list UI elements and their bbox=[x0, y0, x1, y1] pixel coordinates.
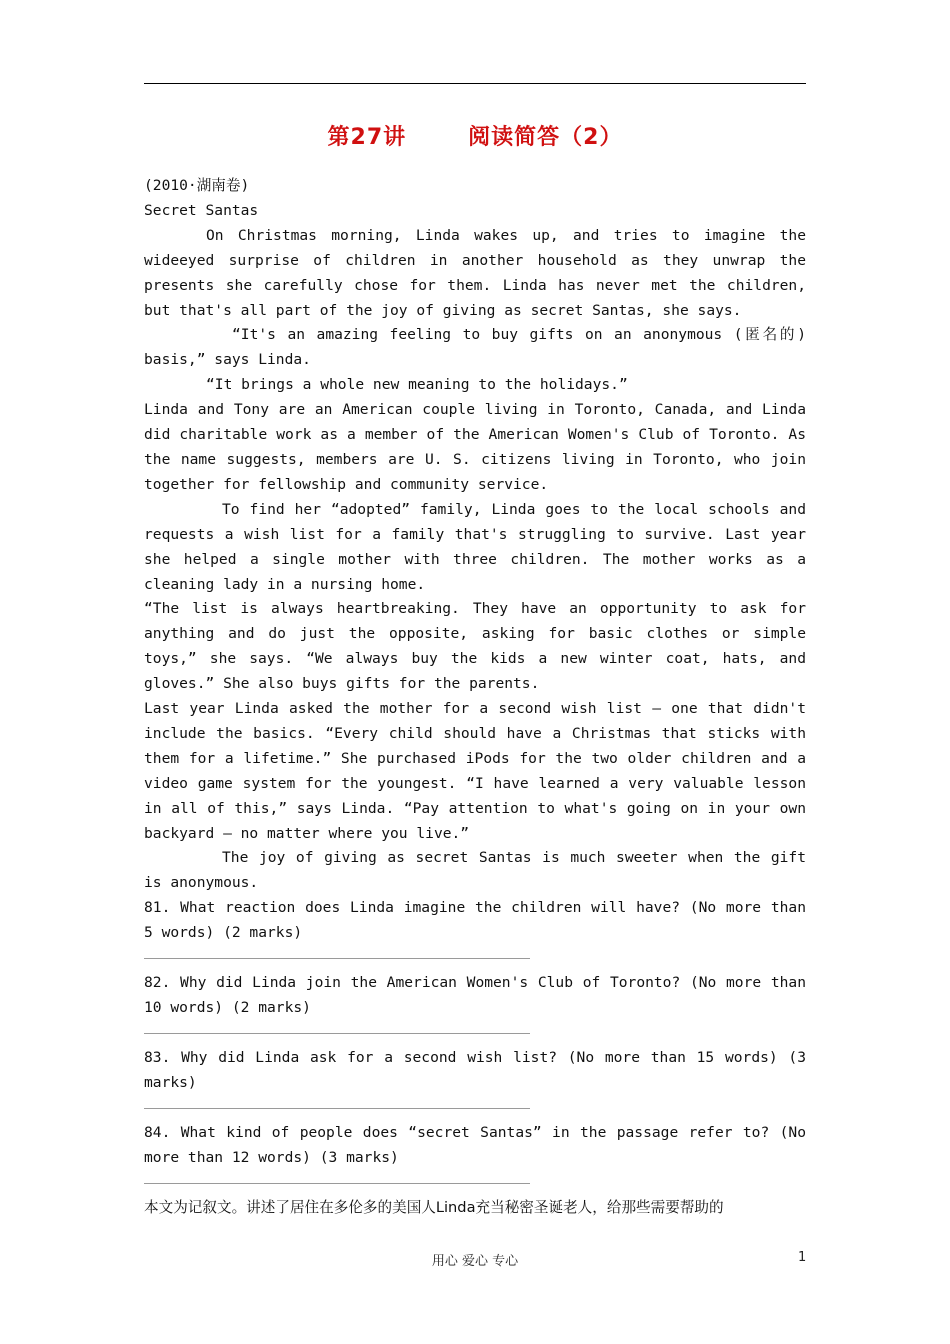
paragraph: “It's an amazing feeling to buy gifts on an anonymous (匿名的) basis,” says Linda. bbox=[144, 326, 806, 369]
answer-line-82[interactable] bbox=[144, 1033, 530, 1034]
paragraph: On Christmas morning, Linda wakes up, and tries to imagine the wideeyed surprise of children in another household as they unwrap the presents she carefully chose for them. Linda has never met the children, but that's all part of the joy of giving as secret Santas, she says. bbox=[144, 226, 806, 319]
header-rule bbox=[144, 83, 806, 84]
summary-text: 本文为记叙文。讲述了居住在多伦多的美国人Linda充当秘密圣诞老人，给那些需要帮助的 bbox=[144, 1198, 724, 1216]
source-label: (2010·湖南卷) bbox=[144, 177, 250, 194]
passage-title: Secret Santas bbox=[144, 201, 259, 219]
answer-line-81[interactable] bbox=[144, 958, 530, 959]
lecture-number: 第27讲 bbox=[327, 125, 407, 150]
paragraph: Linda and Tony are an American couple living in Toronto, Canada, and Linda did charitable work as a member of the American Women's Club of Toronto. As the name suggests, members are U. S. citizens living in Toronto, who join together for fellowship and community service. bbox=[144, 401, 806, 493]
question-81: 81. What reaction does Linda imagine the children will have? (No more than 5 words) (2 marks) bbox=[144, 899, 806, 942]
page-title bbox=[144, 120, 806, 151]
lecture-topic: 阅读简答（2） bbox=[468, 125, 623, 150]
page-number: 1 bbox=[798, 1250, 807, 1265]
paragraph: “It brings a whole new meaning to the holidays.” bbox=[206, 376, 628, 394]
paragraph: “The list is always heartbreaking. They have an opportunity to ask for anything and do just the opposite, asking for basic clothes or simple toys,” she says. “We always buy the kids a new winter coat, hats, and gloves.” She also buys gifts for the parents. bbox=[144, 600, 806, 693]
question-84: 84. What kind of people does “secret Santas” in the passage refer to? (No more than 12 words) (3 marks) bbox=[144, 1123, 806, 1166]
paragraph: The joy of giving as secret Santas is much sweeter when the gift is anonymous. bbox=[144, 849, 806, 892]
paragraph: Last year Linda asked the mother for a second wish list — one that didn't include the basics. “Every child should have a Christmas that sticks with them for a lifetime.” She purchased iPods for the two older children and a video game system for the youngest. “I have learned a very valuable lesson in all of this,” says Linda. “Pay attention to what's going on in your own backyard — no matter where you live.” bbox=[144, 700, 806, 842]
question-83: 83. Why did Linda ask for a second wish list? (No more than 15 words) (3 marks) bbox=[144, 1048, 806, 1091]
answer-line-83[interactable] bbox=[144, 1108, 530, 1109]
answer-line-84[interactable] bbox=[144, 1183, 530, 1184]
document-body bbox=[144, 174, 806, 1220]
question-82: 82. Why did Linda join the American Women's Club of Toronto? (No more than 10 words) (2 marks) bbox=[144, 974, 806, 1016]
paragraph: To find her “adopted” family, Linda goes to the local schools and requests a wish list for a family that's struggling to survive. Last year she helped a single mother with three children. The mother works as a cleaning lady in a nursing home. bbox=[144, 500, 806, 593]
footer-text: 用心 爱心 专心 bbox=[431, 1254, 519, 1269]
